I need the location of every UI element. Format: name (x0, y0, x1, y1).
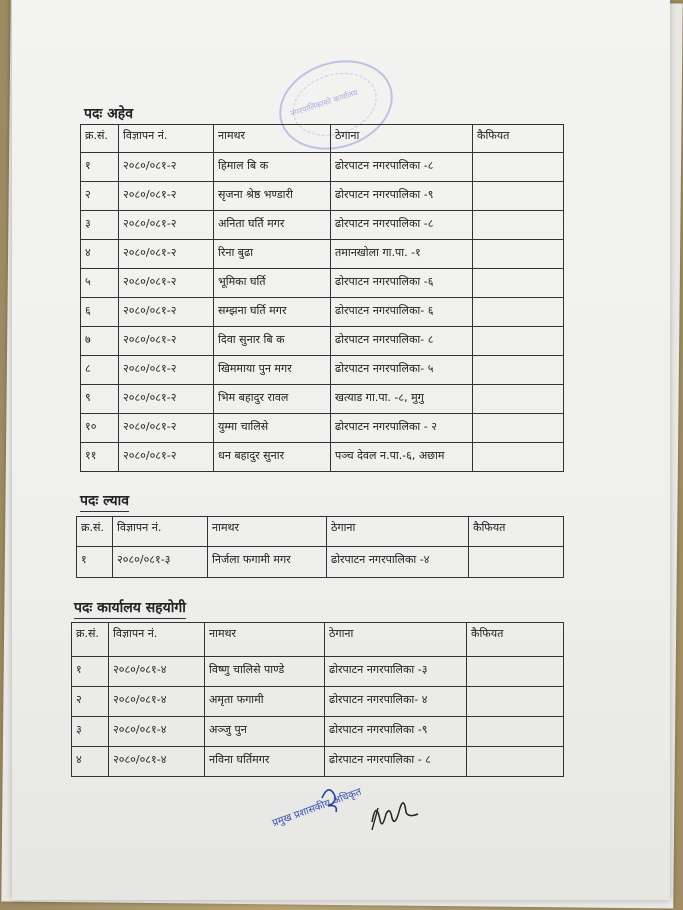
cell-name: अञ्जु पुन (205, 717, 325, 747)
header-remarks: कैफियत (467, 623, 564, 657)
cell-remarks (469, 547, 564, 578)
table-row (72, 687, 564, 717)
cell-remarks (467, 747, 564, 777)
cell-name: सृजना श्रेष्ठ भण्डारी (214, 182, 331, 211)
header-advertisement-no: विज्ञापन नं. (113, 517, 208, 547)
cell-name: अनिता घर्ति मगर (214, 211, 331, 240)
cell-serial: ३ (81, 211, 119, 240)
table-aheb (80, 124, 564, 472)
table-row (72, 657, 564, 687)
header-address: ठेगाना (327, 517, 469, 547)
cell-address: ढोरपाटन नगरपालिका- ६ (331, 298, 473, 327)
cell-address: ढोरपाटन नगरपालिका -६ (331, 269, 473, 298)
header-serial: क्र.सं. (81, 125, 119, 153)
cell-advertisement-no: २०८०/०८१-२ (119, 327, 214, 356)
cell-name: सम्झना घर्ति मगर (214, 298, 331, 327)
header-remarks: कैफियत (473, 125, 564, 153)
cell-address: ढोरपाटन नगरपालिका -८ (331, 211, 473, 240)
table-header-row (81, 125, 564, 153)
cell-serial: १ (77, 547, 113, 578)
section-heading-office-assistant: पदः कार्यालय सहयोगी (74, 598, 186, 619)
cell-serial: ३ (72, 717, 109, 747)
header-serial: क्र.सं. (77, 517, 113, 547)
table-office-assistant (71, 622, 564, 777)
cell-address: तमानखोला गा.पा. -१ (331, 240, 473, 269)
officer-title-stamp: प्रमुख प्रशासकीय अधिकृत (271, 786, 364, 830)
table-header-row (72, 623, 564, 657)
table-row (72, 747, 564, 777)
handwritten-signature (270, 778, 450, 858)
table-row (81, 298, 564, 327)
table-row (81, 385, 564, 414)
cell-advertisement-no: २०८०/०८१-३ (113, 547, 208, 578)
cell-serial: ६ (81, 298, 119, 327)
cell-remarks (473, 298, 564, 327)
cell-name: नविना घर्तिमगर (205, 747, 325, 777)
cell-address: ढोरपाटन नगरपालिका -८ (331, 153, 473, 182)
cell-name: धन बहादुर सुनार (214, 443, 331, 472)
cell-address: ढोरपाटन नगरपालिका- ८ (331, 327, 473, 356)
table-row (81, 443, 564, 472)
header-advertisement-no: विज्ञापन नं. (119, 125, 214, 153)
cell-advertisement-no: २०८०/०८१-४ (109, 657, 205, 687)
cell-serial: ११ (81, 443, 119, 472)
cell-serial: ७ (81, 327, 119, 356)
cell-serial: ४ (81, 240, 119, 269)
cell-advertisement-no: २०८०/०८१-२ (119, 153, 214, 182)
cell-remarks (473, 211, 564, 240)
cell-serial: ९ (81, 385, 119, 414)
header-advertisement-no: विज्ञापन नं. (109, 623, 205, 657)
cell-advertisement-no: २०८०/०८१-४ (109, 687, 205, 717)
cell-serial: २ (72, 687, 109, 717)
cell-name: भिम बहादुर रावल (214, 385, 331, 414)
cell-serial: ५ (81, 269, 119, 298)
table-row (81, 269, 564, 298)
table-lab (76, 516, 564, 578)
cell-remarks (473, 385, 564, 414)
cell-remarks (473, 327, 564, 356)
header-serial: क्र.सं. (72, 623, 109, 657)
cell-address: ढोरपाटन नगरपालिका -९ (325, 717, 467, 747)
cell-remarks (467, 687, 564, 717)
table-row (81, 153, 564, 182)
cell-advertisement-no: २०८०/०८१-२ (119, 356, 214, 385)
cell-name: खिममाया पुन मगर (214, 356, 331, 385)
table-header-row (77, 517, 564, 547)
cell-advertisement-no: २०८०/०८१-२ (119, 269, 214, 298)
cell-name: दिवा सुनार बि क (214, 327, 331, 356)
cell-address: ढोरपाटन नगरपालिका - ८ (325, 747, 467, 777)
cell-advertisement-no: २०८०/०८१-२ (119, 182, 214, 211)
cell-remarks (467, 657, 564, 687)
cell-advertisement-no: २०८०/०८१-२ (119, 240, 214, 269)
cell-address: ढोरपाटन नगरपालिका- ५ (331, 356, 473, 385)
table-row (81, 327, 564, 356)
table-row (81, 182, 564, 211)
table-row (81, 211, 564, 240)
cell-name: विष्णु चालिसे पाण्डे (205, 657, 325, 687)
cell-address: पञ्च देवल न.पा.-६, अछाम (331, 443, 473, 472)
header-name: नामथर (208, 517, 327, 547)
cell-remarks (473, 240, 564, 269)
cell-advertisement-no: २०८०/०८१-२ (119, 414, 214, 443)
cell-advertisement-no: २०८०/०८१-२ (119, 385, 214, 414)
cell-advertisement-no: २०८०/०८१-४ (109, 747, 205, 777)
cell-remarks (473, 153, 564, 182)
cell-remarks (473, 356, 564, 385)
cell-address: ढोरपाटन नगरपालिका - २ (331, 414, 473, 443)
table-row (81, 240, 564, 269)
table-row (81, 356, 564, 385)
cell-advertisement-no: २०८०/०८१-२ (119, 298, 214, 327)
cell-advertisement-no: २०८०/०८१-२ (119, 443, 214, 472)
cell-name: भूमिका घर्ति (214, 269, 331, 298)
header-name: नामथर (214, 125, 331, 153)
cell-address: ढोरपाटन नगरपालिका -९ (331, 182, 473, 211)
office-seal-text: नगरपालिकाको कार्यालय (289, 87, 359, 119)
cell-name: हिमाल बि क (214, 153, 331, 182)
cell-serial: १ (72, 657, 109, 687)
cell-advertisement-no: २०८०/०८१-४ (109, 717, 205, 747)
cell-serial: ४ (72, 747, 109, 777)
cell-serial: २ (81, 182, 119, 211)
cell-remarks (473, 414, 564, 443)
cell-serial: ८ (81, 356, 119, 385)
cell-serial: १ (81, 153, 119, 182)
section-heading-lab: पदः ल्याव (80, 491, 129, 512)
cell-name: रिना बुढा (214, 240, 331, 269)
cell-remarks (473, 269, 564, 298)
cell-remarks (473, 182, 564, 211)
cell-remarks (473, 443, 564, 472)
header-name: नामथर (205, 623, 325, 657)
table-row (81, 414, 564, 443)
cell-serial: १० (81, 414, 119, 443)
cell-name: युम्मा चालिसे (214, 414, 331, 443)
cell-advertisement-no: २०८०/०८१-२ (119, 211, 214, 240)
section-heading-aheb: पदः अहेव (84, 104, 133, 125)
signature-block (270, 778, 450, 858)
cell-address: ढोरपाटन नगरपालिका -४ (327, 547, 469, 578)
cell-address: ढोरपाटन नगरपालिका- ४ (325, 687, 467, 717)
cell-address: खत्याड गा.पा. -८, मुगु (331, 385, 473, 414)
header-remarks: कैफियत (469, 517, 564, 547)
table-row (77, 547, 564, 578)
cell-remarks (467, 717, 564, 747)
table-row (72, 717, 564, 747)
cell-name: निर्जला फगामी मगर (208, 547, 327, 578)
cell-name: अमृता फगामी (205, 687, 325, 717)
cell-address: ढोरपाटन नगरपालिका -३ (325, 657, 467, 687)
header-address: ठेगाना (325, 623, 467, 657)
header-address: ठेगाना (331, 125, 473, 153)
